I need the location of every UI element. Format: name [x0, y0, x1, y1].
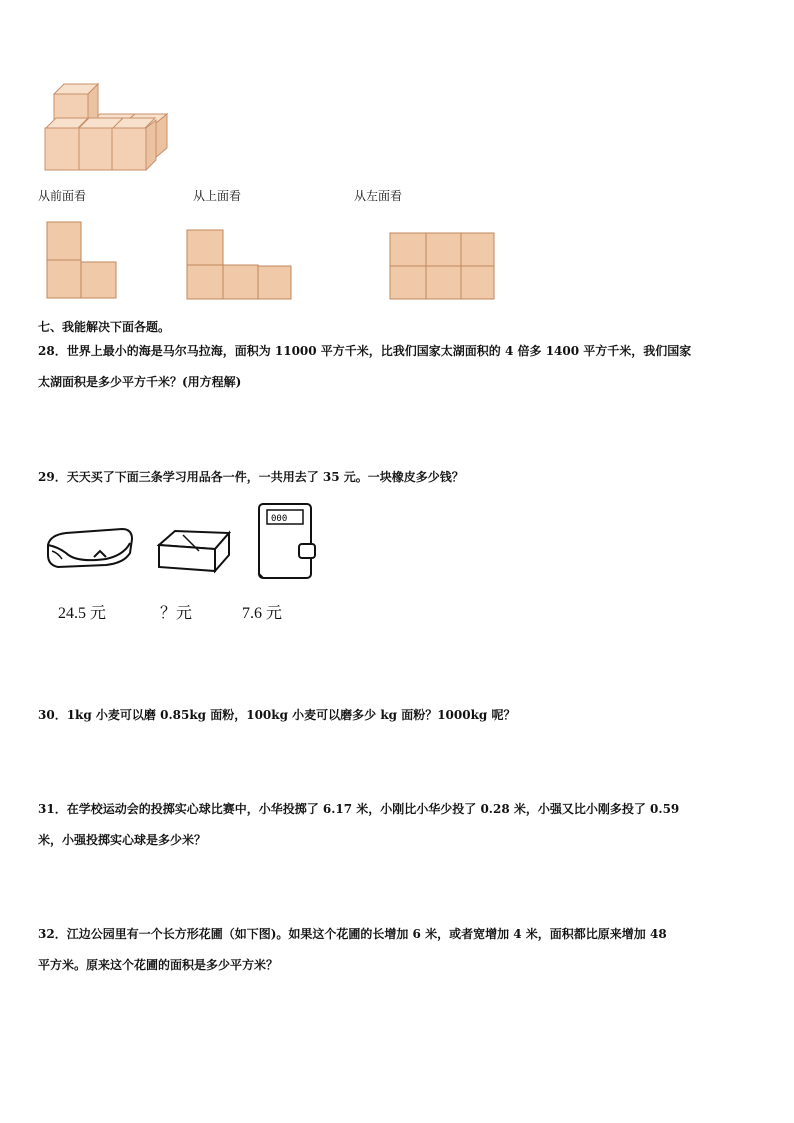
front-view-label: 从前面看	[38, 189, 87, 203]
pencil-case-icon	[44, 523, 136, 573]
q32-line2: 平方米。原来这个花圃的面积是多少平方米？	[38, 958, 279, 972]
front-view-figure	[46, 220, 120, 300]
eraser-icon	[155, 527, 235, 575]
calculator-price: 7.6 元	[242, 605, 283, 622]
q28-line1: 28．世界上最小的海是马尔马拉海，面积为 11000 平方千米，比我们国家太湖面积的 4 倍多 1400 平方千米，我们国家	[38, 344, 692, 358]
q32-line1: 32．江边公园里有一个长方形花圃（如下图)。如果这个花圃的长增加 6 米，或者宽增加 4 米，面积都比原来增加 48	[38, 927, 667, 941]
section-title: 七、我能解决下面各题。	[38, 320, 171, 334]
question-32	[38, 919, 768, 981]
question-30: 30．1kg 小麦可以磨 0.85kg 面粉，100kg 小麦可以磨多少 kg 面粉？1000kg 呢？	[38, 708, 516, 722]
left-view-label: 从左面看	[354, 189, 403, 203]
question-29: 29．天天买了下面三条学习用品各一件，一共用去了 35 元。一块橡皮多少钱？	[38, 470, 464, 484]
pencil-case-price: 24.5 元	[58, 605, 107, 622]
cube-stack-figure	[38, 80, 173, 175]
svg-text:000: 000	[271, 514, 288, 524]
top-view-label: 从上面看	[193, 189, 242, 203]
q31-line1: 31．在学校运动会的投掷实心球比赛中，小华投掷了 6.17 米，小刚比小华少投了 0.28 米，小强又比小刚多投了 0.59	[38, 802, 680, 816]
q31-line2: 米，小强投掷实心球是多少米？	[38, 833, 207, 847]
left-view-figure	[389, 232, 497, 302]
calculator-icon	[255, 500, 319, 582]
question-28	[38, 336, 768, 398]
top-view-figure	[186, 229, 294, 301]
eraser-price: ？元	[160, 605, 193, 622]
question-31	[38, 794, 768, 856]
front-row-cubes	[45, 118, 156, 170]
q28-line2: 太湖面积是多少平方千米？(用方程解)	[38, 375, 242, 389]
